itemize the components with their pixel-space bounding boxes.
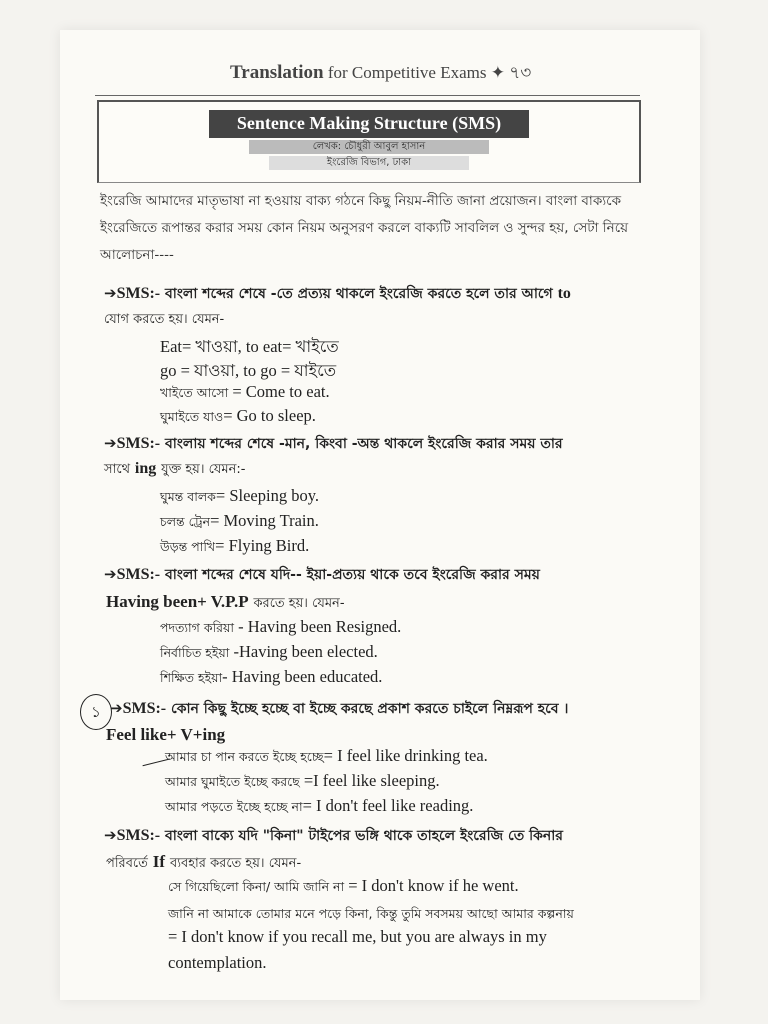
star-icon: ✦: [490, 63, 505, 82]
example-line: go = যাওয়া, to go = যাইতে: [160, 361, 337, 380]
example-line: শিক্ষিত হইয়া- Having been educated.: [160, 667, 383, 686]
example-line: ঘুমাইতে যাও= Go to sleep.: [160, 406, 316, 425]
sms-title-box: [97, 100, 641, 183]
box-title: Sentence Making Structure (SMS): [209, 110, 529, 138]
rule-5-line-2: পরিবর্তে If ব্যবহার করতে হয়। যেমন-: [106, 852, 302, 871]
rule-tag: SMS:-: [116, 285, 161, 302]
example-line: পদত্যাগ করিয়া - Having been Resigned.: [160, 617, 402, 636]
arrow-icon: ➔: [104, 565, 117, 583]
rule-2-line-1: [104, 432, 563, 456]
intro-paragraph: ইংরেজি আমাদের মাতৃভাষা না হওয়ায় বাক্য গঠনে কিছু নিয়ম-নীতি জানা প্রয়োজন। বাংলা বাক্যকে ইংরেজিতে রূপান্তর করার সময় কোন নিয়ম অনুসরণ করলে বাক্যটি সাবলিল ও সুন্দর হয়, সেটা নিয়ে আলোচনা----: [100, 193, 629, 263]
arrow-icon: ➔: [110, 699, 123, 717]
header-rule: [95, 95, 640, 96]
page-number: ৭৩: [509, 63, 532, 82]
rule-4-formula: Feel like+ V+ing: [106, 725, 226, 744]
rule-keyword: If: [152, 852, 166, 871]
rule-3-line-1: [104, 563, 540, 587]
rule-text: কোন কিছু ইচ্ছে হচ্ছে বা ইচ্ছে করছে প্রকাশ করতে চাইলে নিম্নরূপ হবে ।: [171, 701, 569, 717]
example-line: উড়ন্ত পাখি= Flying Bird.: [160, 536, 310, 555]
box-author-line: লেখক: চৌধুরী আবুল হাসান: [249, 140, 489, 154]
rule-4-line-1: [110, 697, 568, 721]
rule-tag: SMS:-: [116, 566, 161, 583]
example-line: Eat= খাওয়া, to eat= খাইতে: [160, 337, 339, 356]
example-line: ঘুমন্ত বালক= Sleeping boy.: [160, 486, 320, 505]
example-line: আমার ঘুমাইতে ইচ্ছে করছে =I feel like sleeping.: [165, 771, 440, 790]
header-title: Translation: [230, 62, 324, 83]
rule-keyword: Having been+ V.P.P: [106, 592, 249, 611]
example-line: আমার পড়তে ইচ্ছে হচ্ছে না= I don't feel like reading.: [165, 796, 474, 815]
rule-1-line-1: [104, 282, 571, 306]
rule-tag: SMS:-: [116, 827, 161, 844]
example-line: = I don't know if you recall me, but you are always in my: [168, 927, 547, 946]
handwritten-circle-mark: ১: [80, 694, 112, 730]
rule-tag: SMS:-: [116, 435, 161, 452]
arrow-icon: ➔: [104, 826, 117, 844]
arrow-icon: ➔: [104, 284, 117, 302]
example-line: সে গিয়েছিলো কিনা/ আমি জানি না = I don't know if he went.: [168, 876, 519, 895]
rule-1-line-2: যোগ করতে হয়। যেমন-: [104, 312, 225, 327]
rule-keyword: ing: [134, 460, 157, 477]
example-line: আমার চা পান করতে ইচ্ছে হচ্ছে= I feel like drinking tea.: [165, 746, 488, 765]
rule-tag: SMS:-: [122, 700, 167, 717]
example-line: চলন্ত ট্রেন= Moving Train.: [160, 511, 319, 530]
rule-3-line-2: Having been+ V.P.P করতে হয়। যেমন-: [106, 592, 345, 611]
rule-5-line-1: [104, 824, 563, 848]
rule-text: বাংলা বাক্যে যদি "কিনা" টাইপের ভঙ্গি থাকে তাহলে ইংরেজি তে কিনার: [165, 828, 563, 844]
example-line: contemplation.: [168, 953, 267, 972]
arrow-icon: ➔: [104, 434, 117, 452]
rule-text: বাংলা শব্দের শেষে যদি-- ইয়া-প্রত্যয় থাকে তবে ইংরেজি করার সময়: [165, 567, 540, 583]
running-header: [230, 60, 531, 88]
rule-text: বাংলা শব্দের শেষে -তে প্রত্যয় থাকলে ইংরেজি করতে হলে তার আগে: [165, 286, 553, 302]
example-line: খাইতে আসো = Come to eat.: [160, 382, 330, 401]
rule-2-line-2: সাথে ing যুক্ত হয়। যেমন:-: [104, 460, 246, 477]
rule-text: বাংলায় শব্দের শেষে -মান, কিংবা -অন্ত থাকলে ইংরেজি করার সময় তার: [165, 436, 563, 452]
box-affiliation-line: ইংরেজি বিভাগ, ঢাকা: [269, 156, 469, 170]
header-subtitle: for Competitive Exams: [327, 63, 487, 82]
example-line: নির্বাচিত হইয়া -Having been elected.: [160, 642, 378, 661]
example-line: জানি না আমাকে তোমার মনে পড়ে কিনা, কিন্তু তুমি সবসময় আছো আমার কল্পনায়: [168, 906, 574, 921]
rule-keyword: to: [557, 285, 571, 302]
